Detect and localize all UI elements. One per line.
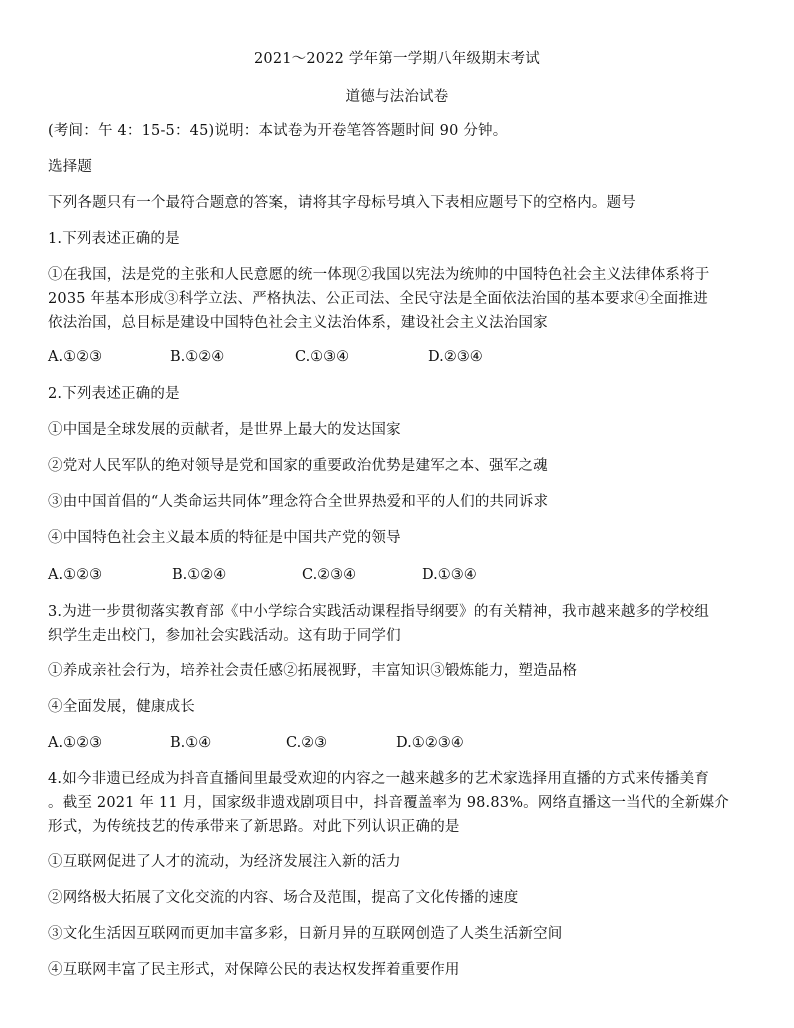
question-2-body-line: ①中国是全球发展的贡献者，是世界上最大的发达国家: [48, 422, 401, 438]
question-3-option-a: A.①②③: [48, 735, 103, 751]
question-4-body-line: ④互联网丰富了民主形式，对保障公民的表达权发挥着重要作用: [48, 962, 460, 978]
question-3-option-b: B.①④: [170, 735, 212, 751]
question-1-option-c: C.①③④: [295, 349, 350, 365]
question-2-body-line: ②党对人民军队的绝对领导是党和国家的重要政治优势是建军之本、强军之魂: [48, 458, 548, 474]
question-1-body-line: 依法治国，总目标是建设中国特色社会主义法治体系，建设社会主义法治国家: [48, 315, 548, 331]
question-2-option-a: A.①②③: [48, 567, 103, 583]
question-4-body-line: ①互联网促进了人才的流动，为经济发展注入新的活力: [48, 854, 401, 870]
question-1-stem: 1.下列表述正确的是: [48, 231, 180, 247]
question-2-option-c: C.②③④: [302, 567, 357, 583]
question-4-stem-continued: 形式，为传统技艺的传承带来了新思路。对此下列认识正确的是: [48, 819, 460, 835]
question-2-body-line: ④中国特色社会主义最本质的特征是中国共产党的领导: [48, 530, 401, 546]
question-1-option-d: D.②③④: [428, 349, 483, 365]
question-3-stem: 3.为进一步贯彻落实教育部《中小学综合实践活动课程指导纲要》的有关精神，我市越来越多的学校组: [48, 604, 710, 620]
question-1-body-line: 2035 年基本形成③科学立法、严格执法、公正司法、全民守法是全面依法治国的基本要求④全面推进: [48, 291, 708, 307]
section-instruction: 下列各题只有一个最符合题意的答案，请将其字母标号填入下表相应题号下的空格内。题号: [48, 195, 636, 211]
section-name: 选择题: [48, 159, 93, 175]
exam-title: 2021～2022 学年第一学期八年级期末考试: [253, 51, 540, 67]
question-1-option-a: A.①②③: [48, 349, 103, 365]
question-2-option-d: D.①③④: [422, 567, 477, 583]
exam-info: (考间：午 4：15-5：45)说明：本试卷为开卷笔答答题时间 90 分钟。: [48, 123, 508, 139]
question-3-option-c: C.②③: [286, 735, 328, 751]
question-4-stem: 4.如今非遗已经成为抖音直播间里最受欢迎的内容之一越来越多的艺术家选择用直播的方式来传播美育: [48, 771, 710, 787]
question-4-stem-continued: 。截至 2021 年 11 月，国家级非遗戏剧项目中，抖音覆盖率为 98.83%。网络直播这一当代的全新媒介: [48, 795, 729, 811]
question-1-body-line: ①在我国，法是党的主张和人民意愿的统一体现②我国以宪法为统帅的中国特色社会主义法律体系将于: [48, 267, 710, 283]
question-2-option-b: B.①②④: [172, 567, 227, 583]
question-4-body-line: ②网络极大拓展了文化交流的内容、场合及范围，提高了文化传播的速度: [48, 890, 519, 906]
exam-subtitle: 道德与法治试卷: [345, 89, 449, 105]
question-1-option-b: B.①②④: [170, 349, 225, 365]
question-3-body-line: ④全面发展，健康成长: [48, 699, 195, 715]
question-4-body-line: ③文化生活因互联网而更加丰富多彩，日新月异的互联网创造了人类生活新空间: [48, 926, 563, 942]
question-2-stem: 2.下列表述正确的是: [48, 386, 180, 402]
question-2-body-line: ③由中国首倡的“人类命运共同体”理念符合全世界热爱和平的人们的共同诉求: [48, 494, 549, 510]
question-3-body-line: ①养成亲社会行为，培养社会责任感②拓展视野，丰富知识③锻炼能力，塑造品格: [48, 663, 578, 679]
question-3-option-d: D.①②③④: [396, 735, 464, 751]
question-3-stem-continued: 织学生走出校门，参加社会实践活动。这有助于同学们: [48, 628, 401, 644]
